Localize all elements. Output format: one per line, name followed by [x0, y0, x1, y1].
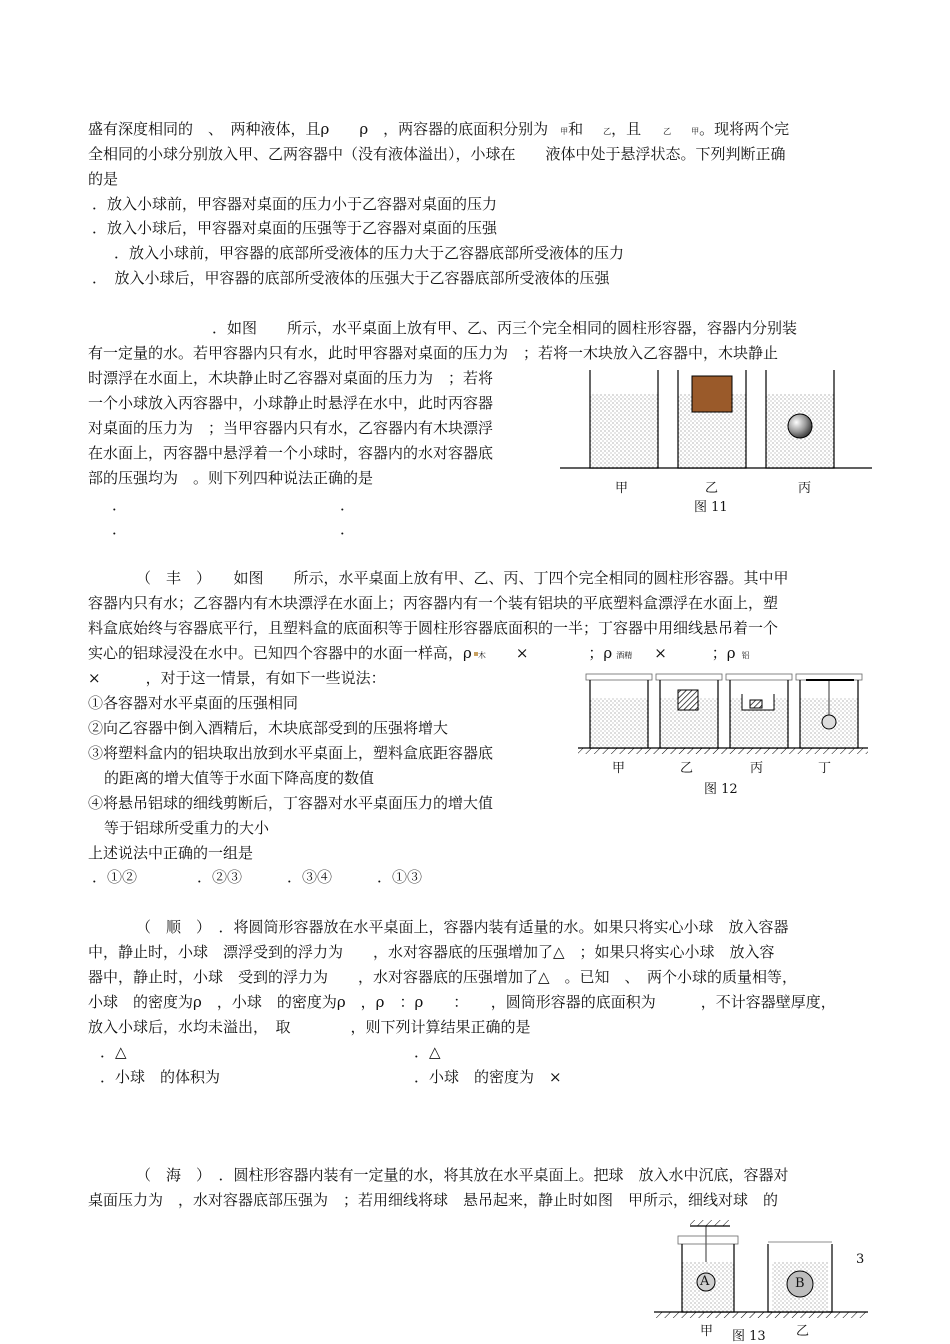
- fig12-label-jia: 甲: [612, 761, 626, 776]
- q11-line-1: ．如图 所示，水平桌面上放有甲、乙、丙三个完全相同的圆柱形容器，容器内分别装: [212, 319, 798, 337]
- q-prev-line-2: 全相同的小球分别放入甲、乙两容器中（没有液体溢出），小球在 液体中处于悬浮状态。下列判断正确: [88, 145, 786, 163]
- fig13-label-yi: 乙: [796, 1324, 810, 1339]
- q13-line-5: 放入小球后，水均未溢出， 取 ，则下列计算结果正确的是: [88, 1018, 531, 1036]
- fig13-label-jia: 甲: [700, 1324, 714, 1339]
- q13-line-2: 中，静止时，小球 漂浮受到的浮力为 ，水对容器底的压强增加了△ ；如果只将实心小球 放入容: [88, 943, 775, 961]
- q12-statement-3b: 的距离的增大值等于水面下降高度的数值: [104, 769, 375, 787]
- aluminum-ball: [822, 715, 836, 729]
- q11-line-7: 部的压强均为 。则下列四种说法正确的是: [88, 469, 374, 487]
- q11-line-2: 有一定量的水。若甲容器内只有水，此时甲容器对桌面的压力为 ；若将一木块放入乙容器中，木块静止: [88, 344, 779, 362]
- q13-line-1: （ 顺 ） ．将圆筒形容器放在水平桌面上，容器内装有适量的水。如果只将实心小球 放入容器: [136, 918, 789, 936]
- container-ding: [796, 674, 862, 748]
- fig11-caption: 图 11: [694, 500, 728, 515]
- q-prev-option-d: ． 放入小球后，甲容器的底部所受液体的压强大于乙容器底部所受液体的压强: [92, 269, 610, 287]
- ball: [788, 414, 812, 438]
- q13-option-d: ．小球 的密度为 ×: [414, 1068, 562, 1086]
- q11-line-3: 时漂浮在水面上，木块静止时乙容器对桌面的压力为 ；若将: [88, 369, 494, 387]
- fig12-label-yi: 乙: [680, 761, 694, 776]
- fig12-label-ding: 丁: [818, 761, 832, 776]
- container-yi: [678, 370, 746, 468]
- q-prev-option-b: ．放入小球后，甲容器对桌面的压强等于乙容器对桌面的压强: [92, 219, 498, 237]
- q12-options: ．①② ．②③ ．③④ ．①③: [92, 868, 423, 886]
- q12-statement-4a: ④将悬吊铝球的细线剪断后，丁容器对水平桌面压力的增大值: [88, 794, 494, 812]
- q11-option-a: ．: [112, 496, 128, 514]
- q11-option-b: ．: [340, 496, 356, 514]
- fig12-caption: 图 12: [704, 782, 738, 797]
- container-bing: [726, 674, 792, 748]
- q13-option-a: ．△: [100, 1043, 127, 1061]
- q12-line-3: 料盒底始终与容器底平行，且塑料盒的底面积等于圆柱形容器底面积的一半；丁容器中用细线悬吊着一个: [88, 619, 779, 637]
- q11-line-6: 在水面上，丙容器中悬浮着一个小球时，容器内的水对容器底: [88, 444, 494, 462]
- q-prev-line-3: 的是: [88, 170, 119, 188]
- container-jia: [586, 674, 652, 748]
- q13-option-c: ．小球 的体积为: [100, 1068, 221, 1086]
- q12-line-2: 容器内只有水；乙容器内有木块漂浮在水面上；丙容器内有一个装有铝块的平底塑料盒漂浮在水面上，塑: [88, 594, 779, 612]
- q-prev-option-c: ．放入小球前，甲容器的底部所受液体的压力大于乙容器底部所受液体的压力: [114, 244, 625, 262]
- q12-line-5: × ，对于这一情景，有如下一些说法：: [88, 669, 386, 687]
- q14-line-2: 桌面压力为 ，水对容器底部压强为 ；若用细线将球 悬吊起来，静止时如图 甲所示，细线对球 的: [88, 1191, 779, 1209]
- q-prev-line-1: 盛有深度相同的 、 两种液体，且ρ ρ ，两容器的底面积分别为 甲和 乙，且 乙 甲。现将两个完: [88, 120, 790, 138]
- q13-line-3: 器中，静止时，小球 受到的浮力为 ，水对容器底的压强增加了△ 。已知 、 两个小球的质量相等，: [88, 968, 798, 986]
- figure-12: [578, 668, 868, 762]
- q11-line-5: 对桌面的压力为 ；当甲容器内只有水，乙容器内有木块漂浮: [88, 419, 494, 437]
- fig13-caption: 图 13: [732, 1329, 766, 1344]
- fig12-label-bing: 丙: [750, 761, 764, 776]
- q12-line-4: 实心的铝球浸没在水中。已知四个容器中的水面一样高，ρ 木 × ；ρ 酒精 × ；ρ 铝: [88, 644, 750, 662]
- q12-line-1: （ 丰 ） 如图 所示，水平桌面上放有甲、乙、丙、丁四个完全相同的圆柱形容器。其中甲: [136, 569, 789, 587]
- q12-statement-1: ①各容器对水平桌面的压强相同: [88, 694, 299, 712]
- q12-statement-2: ②向乙容器中倒入酒精后，木块底部受到的压强将增大: [88, 719, 449, 737]
- q11-line-4: 一个小球放入丙容器中，小球静止时悬浮在水中，此时丙容器: [88, 394, 494, 412]
- q13-option-b: ．△: [414, 1043, 441, 1061]
- q12-statement-4b: 等于铝球所受重力的大小: [104, 819, 270, 837]
- q12-statement-3a: ③将塑料盒内的铝块取出放到水平桌面上，塑料盒底距容器底: [88, 744, 494, 762]
- q12-line-end: 上述说法中正确的一组是: [88, 844, 254, 862]
- aluminum-block: [750, 700, 762, 708]
- ball-b-label: B: [795, 1276, 805, 1291]
- wood-block: [678, 690, 698, 710]
- q11-option-c: ．: [112, 520, 128, 538]
- figure-13: [654, 1218, 868, 1324]
- wood-block: [692, 376, 732, 412]
- q11-option-d: ．: [340, 520, 356, 538]
- q13-line-4: 小球 的密度为ρ ，小球 的密度为ρ ，ρ ：ρ ： ，圆筒形容器的底面积为 ，不计容器壁厚度，: [88, 993, 836, 1011]
- container-bing: [766, 370, 834, 468]
- container-jia: [590, 370, 658, 468]
- q-prev-option-a: ．放入小球前，甲容器对桌面的压力小于乙容器对桌面的压力: [92, 195, 498, 213]
- ball-a-label: A: [700, 1274, 710, 1289]
- fig11-label-yi: 乙: [705, 481, 719, 496]
- fig11-label-bing: 丙: [798, 481, 812, 496]
- page-number: 3: [856, 1252, 865, 1267]
- container-yi: [656, 674, 722, 748]
- q14-line-1: （ 海 ） ．圆柱形容器内装有一定量的水，将其放在水平桌面上。把球 放入水中沉底，容器对: [136, 1166, 789, 1184]
- fig11-label-jia: 甲: [615, 481, 629, 496]
